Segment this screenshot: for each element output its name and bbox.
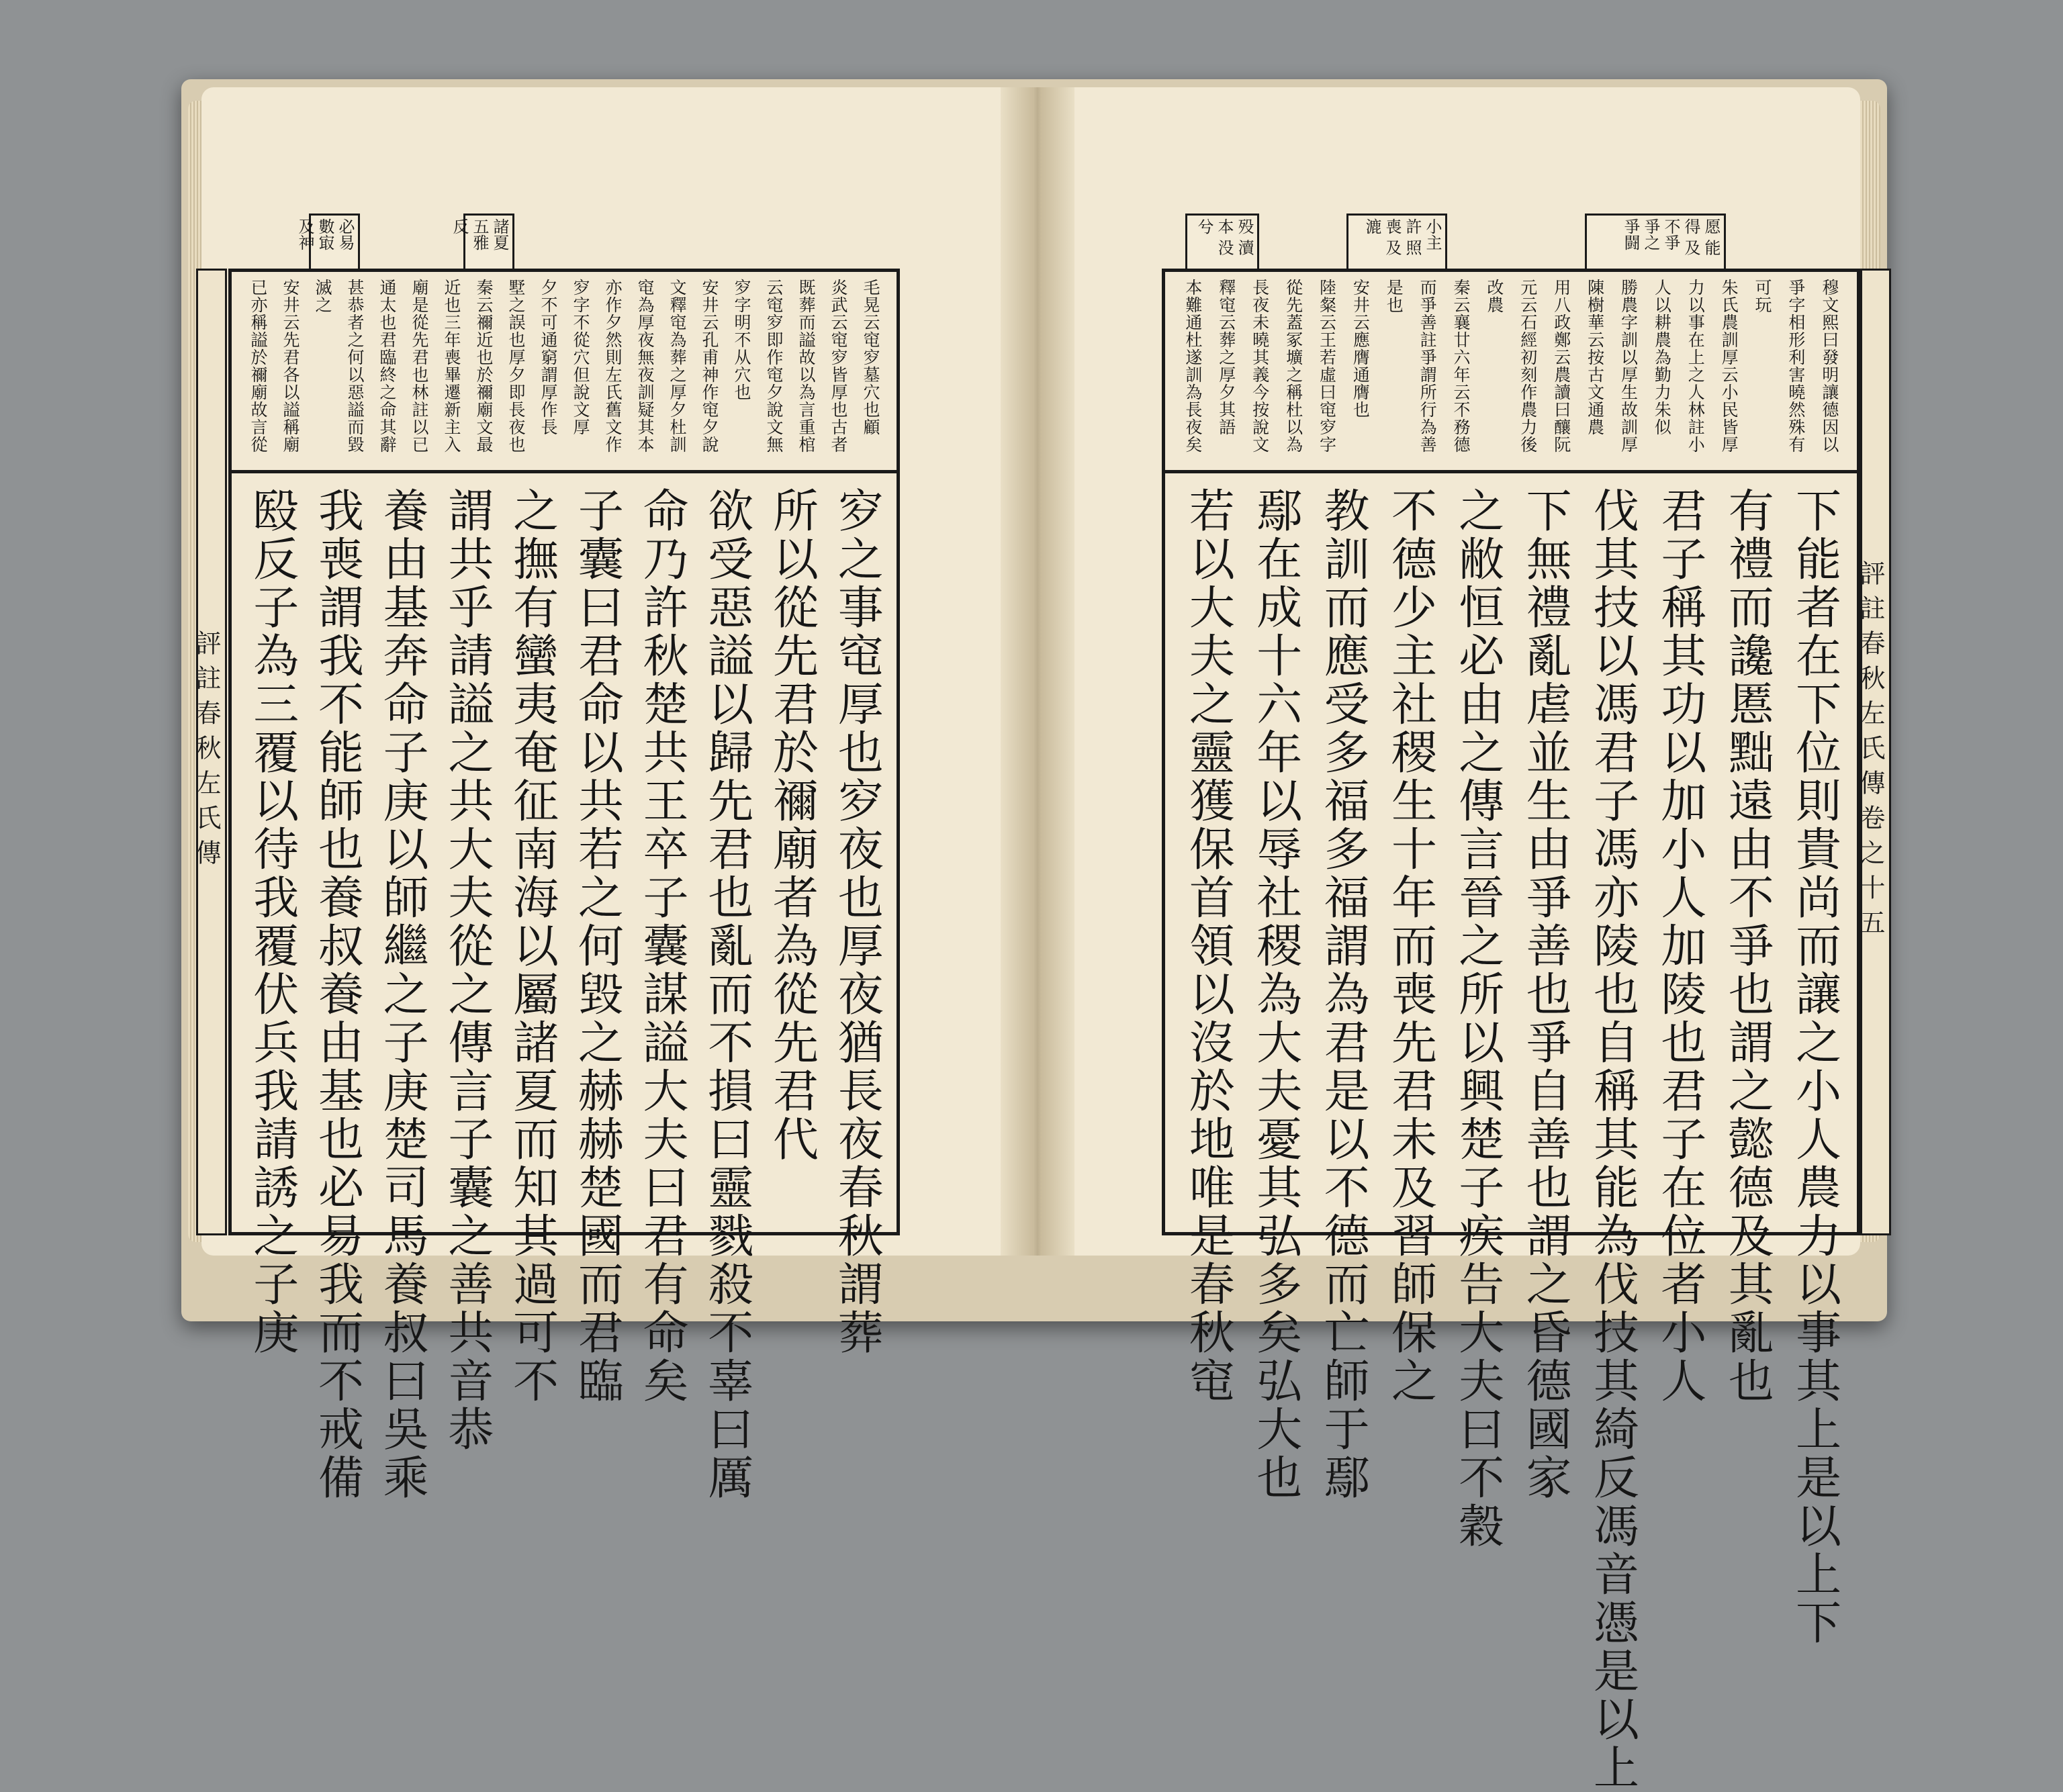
left-commentary-col-11: 夕不可通窮謂厚作長	[539, 279, 558, 436]
right-commentary-col-3: 可玩	[1753, 279, 1773, 314]
left-commentary-col-20: 已亦稱謚於禰廟故言從	[248, 279, 268, 453]
left-text-frame	[228, 269, 900, 1502]
left-commentary-col-4: 云窀穸即作窀夕說文無	[764, 279, 784, 453]
left-commentary-col-8: 窀為厚夜無夜訓疑其本	[635, 279, 655, 453]
right-commentary-col-9: 用八政鄭云農讀曰釀阮	[1551, 279, 1571, 453]
right-commentary-col-7: 勝農字訓以厚生故訓厚	[1618, 279, 1639, 453]
right-header-tag-2: 小主 許 照 喪 及 漉	[1346, 214, 1447, 269]
right-commentary-col-18: 長夜未曉其義今按說文	[1250, 279, 1270, 453]
left-commentary-col-19: 安井云先君各以謚稱廟	[281, 279, 300, 453]
right-main-col-2: 有禮而讒慝黜遠由不爭也謂之懿德及其亂也	[1721, 487, 1774, 1405]
right-commentary-col-15: 安井云應膺通膺也	[1350, 279, 1371, 418]
left-commentary-col-1: 毛晃云窀穸墓穴也顧	[861, 279, 880, 436]
right-commentary-col-8: 陳樹華云按古文通農	[1585, 279, 1605, 436]
right-commentary-col-16: 陸粲云王若虛曰窀穸字	[1317, 279, 1337, 453]
left-main-col-2: 所以從先君於禰廟者為從先君代	[765, 487, 819, 1164]
left-main-col-1: 穸之事窀厚也穸夜也厚夜猶長夜春秋謂葬	[830, 487, 884, 1357]
right-header-tag-3: 殁 瀆 本 没兮	[1185, 214, 1259, 269]
left-commentary-col-12: 墅之誤也厚夕即長夜也	[506, 279, 526, 453]
left-main-col-9: 我喪謂我不能師也養叔養由基也必易我而不戒備	[310, 487, 364, 1502]
left-header-tag-1: 諸夏 五雅 反	[463, 214, 514, 269]
left-commentary-col-10: 穸字不從穴但說文厚	[571, 279, 590, 436]
right-header-tag-1: 愿 能得 及 不爭 爭之 爭闘	[1585, 214, 1726, 269]
right-main-col-10: 若以大夫之靈獲保首領以沒於地唯是春秋窀	[1181, 487, 1235, 1405]
right-commentary-col-19: 釋窀云葬之厚夕其語	[1216, 279, 1236, 436]
right-main-col-8: 教訓而應受多福多福謂為君是以不德而亡師于鄢	[1316, 487, 1370, 1502]
right-text-frame	[1162, 269, 1860, 1792]
left-commentary-col-7: 文釋窀為葬之厚夕杜訓	[668, 279, 687, 453]
left-main-col-10: 殹反子為三覆以待我覆伏兵我請誘之子庚	[245, 487, 299, 1357]
right-commentary-col-17: 從先蓋冢壙之稱杜以為	[1283, 279, 1303, 453]
right-commentary	[1165, 272, 1857, 473]
left-commentary-col-14: 近也三年喪畢遷新主入	[442, 279, 461, 453]
right-main-col-7: 不德少主社稷生十年而喪先君未及習師保之	[1383, 487, 1437, 1405]
left-commentary-col-3: 既葬而謚故以為言重棺	[796, 279, 816, 453]
left-main-col-8: 養由基奔命子庚以師繼之子庚楚司馬養叔曰吳乘	[375, 487, 429, 1502]
left-commentary-col-17: 甚恭者之何以惡謚而毀	[345, 279, 365, 453]
left-main-text	[232, 473, 897, 1502]
right-commentary-col-1: 穆文熙曰發明讓德因以	[1819, 279, 1839, 453]
left-commentary-col-16: 通太也君臨終之命其辭	[377, 279, 397, 453]
right-commentary-col-20: 本難通杜遂訓為長夜矣	[1183, 279, 1203, 453]
left-commentary-col-5: 穸字明不从穴也	[732, 279, 751, 401]
left-commentary-col-18: 滅之	[313, 279, 332, 314]
right-commentary-col-11: 改農	[1484, 279, 1504, 314]
right-main-col-5: 下無禮亂虐並生由爭善也爭自善也謂之昏德國家	[1518, 487, 1572, 1502]
left-header-tag-2: 必易 數㝡 及神	[309, 214, 360, 269]
left-main-col-7: 謂共乎請謚之共大夫從之傳言子囊之善共音恭	[440, 487, 494, 1454]
right-commentary-col-10: 元云石經初刻作農力後	[1518, 279, 1538, 453]
left-commentary-col-2: 炎武云窀穸皆厚也古者	[829, 279, 848, 453]
left-margin-title: 評註春秋左氏傳	[196, 269, 227, 1235]
right-commentary-col-12: 秦云襄廿六年云不務德	[1451, 279, 1471, 453]
left-commentary-col-9: 亦作夕然則左氏舊文作	[603, 279, 623, 453]
right-commentary-col-4: 朱氏農訓厚云小民皆厚	[1719, 279, 1739, 453]
left-commentary-col-15: 廟是從先君也林註以已	[410, 279, 429, 453]
right-commentary-col-14: 是也	[1384, 279, 1404, 314]
left-commentary	[232, 272, 897, 473]
right-main-col-9: 鄢在成十六年以辱社稷為大夫憂其弘多矣弘大也	[1248, 487, 1302, 1502]
right-main-col-3: 君子稱其功以加小人加陵也君子在位者小人	[1653, 487, 1706, 1405]
right-commentary-col-2: 爭字相形利害曉然殊有	[1786, 279, 1806, 453]
left-main-col-3: 欲受惡謚以歸先君也亂而不損曰靈戮殺不辜曰厲	[700, 487, 753, 1502]
left-main-col-6: 之撫有蠻夷奄征南海以屬諸夏而知其過可不	[505, 487, 559, 1405]
right-commentary-col-13: 而爭善註爭謂所行為善	[1418, 279, 1438, 453]
right-commentary-col-6: 人以耕農為勤力朱似	[1652, 279, 1672, 436]
right-main-col-6: 之敝恒必由之傳言晉之所以興楚子疾告大夫曰不穀	[1451, 487, 1504, 1550]
book-gutter	[1001, 87, 1074, 1256]
right-main-text	[1165, 473, 1857, 1792]
right-commentary-col-5: 力以事在上之人林註小	[1686, 279, 1706, 453]
left-commentary-col-6: 安井云孔甫神作窀夕說	[700, 279, 719, 453]
left-main-col-4: 命乃許秋楚共王卒子囊謀謚大夫曰君有命矣	[635, 487, 689, 1405]
right-main-col-1: 下能者在下位則貴尚而讓之小人農力以事其上是以上下	[1788, 487, 1841, 1647]
right-main-col-4: 伐其技以馮君子馮亦陵也自稱其能為伐技其綺反馮音憑是以上	[1586, 487, 1639, 1792]
right-margin-title: 評註春秋左氏傳卷之十五	[1860, 269, 1891, 1235]
left-commentary-col-13: 秦云禰近也於禰廟文最	[474, 279, 494, 453]
left-main-col-5: 子囊曰君命以共若之何毀之赫赫楚國而君臨	[570, 487, 624, 1405]
